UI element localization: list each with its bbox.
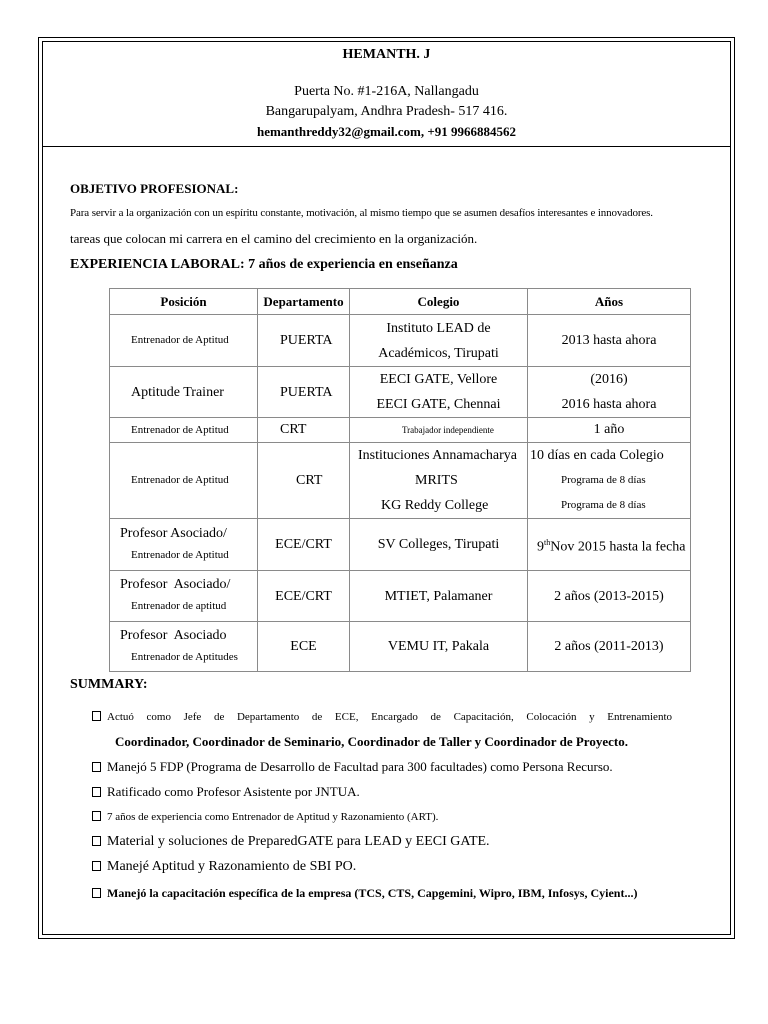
bullet-icon: [92, 711, 101, 721]
summary-item: [92, 833, 490, 851]
table-row: [110, 418, 691, 443]
table-row: [110, 315, 691, 367]
cell-department: ECE/CRT: [275, 537, 332, 552]
header-divider: [42, 146, 731, 147]
table-row: [110, 367, 691, 418]
cell-years: [528, 530, 690, 560]
years-ordinal-suffix: th: [544, 537, 551, 547]
address-line-2: Bangarupalyam, Andhra Pradesh- 517 416.: [265, 104, 508, 119]
summary-item-text: Manejó 5 FDP (Programa de Desarrollo de Facultad para 300 facultades) como Persona Recurso.: [107, 759, 613, 774]
summary-item-text: Manejé Aptitud y Razonamiento de SBI PO.: [107, 859, 357, 874]
table-row: [110, 519, 691, 571]
summary-item: [92, 758, 613, 776]
cell-years: 2013 hasta ahora: [561, 333, 657, 348]
bullet-icon: [92, 861, 101, 871]
cell-position: Entrenador de Aptitud: [131, 548, 229, 561]
cell-college: Trabajador independiente: [402, 425, 494, 435]
cell-years: 2016 hasta ahora: [561, 397, 657, 412]
table-row: [110, 443, 691, 519]
cell-department: PUERTA: [280, 333, 333, 348]
table-row: [110, 571, 691, 622]
candidate-name: HEMANTH. J: [342, 47, 431, 62]
experience-subheading: 7 años de experiencia en enseñanza: [248, 257, 458, 272]
summary-heading: SUMMARY:: [70, 677, 148, 692]
cell-years: (2016): [590, 372, 628, 387]
objective-heading: OBJETIVO PROFESIONAL:: [70, 181, 239, 196]
cell-department: PUERTA: [280, 384, 333, 400]
cell-college: Instituciones Annamacharya: [358, 448, 518, 463]
bullet-icon: [92, 811, 101, 821]
cell-position: Aptitude Trainer: [131, 384, 224, 400]
objective-text-line-1: Para servir a la organización con un espíritu constante, motivación, al mismo tiempo que se asumen desafíos interesantes e innovadores.: [70, 207, 653, 219]
summary-item: [92, 783, 360, 801]
cell-department: ECE: [290, 639, 317, 654]
cell-years: 1 año: [593, 422, 625, 437]
bullet-icon: [92, 836, 101, 846]
column-header-years: Años: [528, 289, 691, 315]
cell-department: ECE/CRT: [275, 588, 332, 604]
column-header-college: Colegio: [350, 289, 528, 315]
cell-college: EECI GATE, Chennai: [376, 397, 501, 412]
summary-item-text: Ratificado como Profesor Asistente por JNTUA.: [107, 784, 360, 799]
cell-college: SV Colleges, Tirupati: [377, 537, 500, 552]
table-header-row: [110, 289, 691, 315]
cell-position: Profesor Asociado/: [120, 577, 231, 592]
cell-years: 10 días en cada Colegio: [530, 448, 664, 463]
cell-position: Entrenador de Aptitud: [131, 424, 229, 436]
column-header-department: Departamento: [258, 289, 350, 315]
cell-college: MRITS: [415, 473, 458, 488]
experience-heading: EXPERIENCIA LABORAL:: [70, 257, 245, 272]
cell-college: MTIET, Palamaner: [384, 588, 493, 604]
summary-item: [92, 708, 677, 726]
summary-item: [92, 808, 438, 826]
summary-item-text: Manejó la capacitación específica de la empresa (TCS, CTS, Capgemini, Wipro, IBM, Infosys, Cyient...): [107, 886, 638, 900]
cell-years: Programa de 8 días: [561, 474, 646, 486]
summary-item-continuation: Coordinador, Coordinador de Seminario, Coordinador de Taller y Coordinador de Proyecto.: [115, 734, 628, 749]
cell-position: Entrenador de Aptitudes: [131, 650, 238, 663]
cell-college: Académicos, Tirupati: [378, 345, 499, 361]
objective-text-line-2: tareas que colocan mi carrera en el camino del crecimiento en la organización.: [70, 231, 478, 246]
table-row: [110, 622, 691, 672]
summary-item: [92, 858, 356, 876]
cell-position: Entrenador de Aptitud: [131, 474, 229, 486]
contact-line: hemanthreddy32@gmail.com, +91 9966884562: [256, 124, 517, 139]
experience-heading-line: [70, 256, 458, 274]
cell-college: KG Reddy College: [381, 498, 489, 513]
cell-position: Profesor Asociado/: [120, 525, 227, 541]
cell-department: CRT: [280, 422, 307, 437]
cell-college: VEMU IT, Pakala: [387, 639, 490, 654]
summary-item-text: Actuó como Jefe de Departamento de ECE, Encargado de Capacitación, Colocación y Entrenamiento: [107, 711, 672, 723]
cell-years: 2 años (2013-2015): [554, 588, 664, 604]
cell-position: Entrenador de Aptitud: [131, 334, 229, 346]
cell-department: CRT: [296, 473, 323, 488]
experience-table: [109, 288, 691, 672]
summary-item-text: Material y soluciones de PreparedGATE para LEAD y EECI GATE.: [107, 834, 490, 849]
column-header-position: Posición: [110, 289, 258, 315]
cell-years: Programa de 8 días: [561, 499, 646, 511]
years-day: 9: [537, 539, 544, 555]
years-rest: Nov 2015 hasta la fecha: [550, 539, 686, 555]
cell-years: 2 años (2011-2013): [554, 639, 664, 654]
cell-position: Profesor Asociado: [120, 627, 227, 643]
bullet-icon: [92, 787, 101, 797]
bullet-icon: [92, 762, 101, 772]
cell-college: Instituto LEAD de: [386, 320, 491, 336]
bullet-icon: [92, 888, 101, 898]
cell-position: Entrenador de aptitud: [131, 600, 227, 612]
address-line-1: Puerta No. #1-216A, Nallangadu: [294, 84, 479, 99]
summary-item-text: 7 años de experiencia como Entrenador de Aptitud y Razonamiento (ART).: [107, 811, 439, 823]
cell-college: EECI GATE, Vellore: [379, 372, 498, 387]
summary-item: [92, 884, 637, 902]
